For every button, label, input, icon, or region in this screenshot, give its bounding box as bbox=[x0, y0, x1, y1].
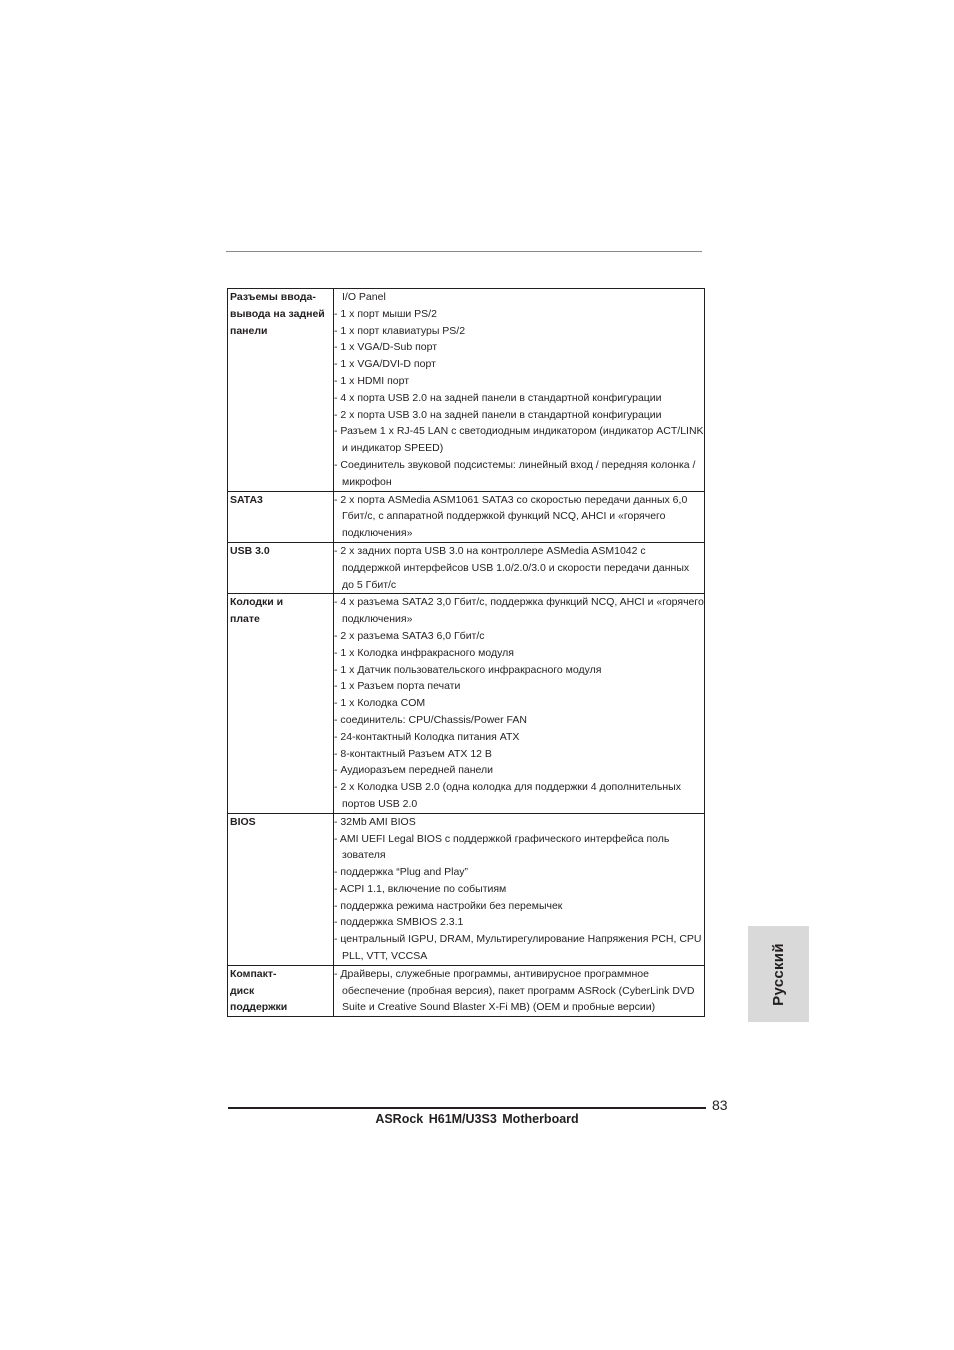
spec-label-line: поддержки bbox=[230, 1001, 288, 1014]
spec-row bbox=[228, 289, 705, 492]
spec-item: - поддержка режима настройки без перемычек bbox=[334, 899, 563, 912]
spec-label-line: Колодки и bbox=[230, 596, 284, 609]
spec-label-cell bbox=[228, 813, 334, 965]
spec-items-cell bbox=[334, 594, 705, 813]
spec-label-cell bbox=[228, 491, 334, 542]
spec-item: - 4 x разъема SATA2 3,0 Гбит/с, поддержка функций NCQ, AHCI и «горячего подключения» bbox=[334, 596, 704, 626]
spec-label-line: вывода на задней bbox=[230, 307, 325, 320]
spec-label-cell bbox=[228, 542, 334, 593]
spec-item: - поддержка SMBIOS 2.3.1 bbox=[334, 916, 464, 929]
spec-item: - 1 x HDMI порт bbox=[334, 374, 410, 387]
spec-item: - 24-контактный Колодка питания ATX bbox=[334, 730, 520, 743]
spec-label-cell bbox=[228, 594, 334, 813]
spec-label-line: плате bbox=[230, 613, 260, 626]
spec-item: - 1 x Датчик пользовательского инфракрасного модуля bbox=[334, 663, 602, 676]
language-tab-label: Русский bbox=[770, 942, 787, 1006]
spec-items-cell bbox=[334, 289, 705, 492]
spec-items-cell bbox=[334, 965, 705, 1016]
spec-item: - 1 x VGA/D-Sub порт bbox=[334, 341, 438, 354]
spec-item: - 2 x Колодка USB 2.0 (одна колодка для поддержки 4 дополнительных портов USB 2.0 bbox=[334, 781, 681, 810]
footer-title: ASRock H61M/U3S3 Motherboard bbox=[375, 1112, 579, 1126]
spec-row bbox=[228, 542, 705, 593]
spec-items-cell bbox=[334, 542, 705, 593]
spec-item: - 2 x порта USB 3.0 на задней панели в стандартной конфигурации bbox=[334, 408, 662, 421]
spec-item: - ACPI 1.1, включение по событиям bbox=[334, 882, 507, 895]
spec-item: - 8-контактный Разъем ATX 12 В bbox=[334, 747, 492, 760]
spec-row bbox=[228, 813, 705, 965]
spec-label-line: диск bbox=[230, 984, 255, 997]
footer-divider bbox=[228, 1107, 706, 1109]
top-divider bbox=[226, 251, 702, 252]
spec-item: - Разъем 1 x RJ-45 LAN с светодиодным индикатором (индикатор ACT/LINK и индикатор SPEED) bbox=[334, 425, 704, 455]
spec-label-line: SATA3 bbox=[230, 493, 263, 506]
page-number: 83 bbox=[712, 1097, 728, 1113]
spec-item: - 4 x порта USB 2.0 на задней панели в стандартной конфигурации bbox=[334, 391, 662, 404]
spec-row bbox=[228, 594, 705, 813]
spec-item: - соединитель: CPU/Chassis/Power FAN bbox=[334, 713, 527, 726]
spec-item: - 1 x Колодка COM bbox=[334, 697, 426, 710]
spec-item: - 1 x порт мыши PS/2 bbox=[334, 307, 437, 320]
spec-item: - 32Mb AMI BIOS bbox=[334, 815, 416, 828]
spec-label-line: Компакт- bbox=[230, 967, 277, 980]
spec-item: - Аудиоразъем передней панели bbox=[334, 764, 494, 777]
spec-label-line: BIOS bbox=[230, 815, 256, 828]
spec-item: - 1 x Разъем порта печати bbox=[334, 680, 461, 693]
spec-item: - Драйверы, служебные программы, антивирусное программное обеспечение (пробная версия), пакет программ ASRock (CyberLink DVD Suite и Creative Sound Blaster X-Fi MB) (OEM и пробные версии) bbox=[334, 967, 695, 1014]
language-tab bbox=[748, 926, 809, 1022]
spec-row bbox=[228, 491, 705, 542]
spec-item: - 2 x задних порта USB 3.0 на контроллере ASMedia ASM1042 с поддержкой интерфейсов USB 1.0/2.0/3.0 и скорости передачи данных до 5 Гбит/с bbox=[334, 544, 690, 591]
spec-label-cell bbox=[228, 965, 334, 1016]
spec-item: - AMI UEFI Legal BIOS с поддержкой графического интерфейса поль зователя bbox=[334, 832, 670, 862]
spec-label-line: USB 3.0 bbox=[230, 544, 270, 557]
spec-items-cell bbox=[334, 491, 705, 542]
spec-item: - центральный IGPU, DRAM, Мультирегулирование Напряжения PCH, CPU PLL, VTT, VCCSA bbox=[334, 933, 702, 963]
spec-items-cell bbox=[334, 813, 705, 965]
specifications-table bbox=[227, 288, 705, 1017]
spec-item: I/O Panel bbox=[342, 291, 386, 303]
spec-label-cell bbox=[228, 289, 334, 492]
spec-label-line: Разъемы ввода- bbox=[230, 291, 316, 303]
spec-item: - 1 x VGA/DVI-D порт bbox=[334, 358, 436, 371]
spec-item: - 1 x Колодка инфракрасного модуля bbox=[334, 646, 514, 659]
spec-label-line: панели bbox=[230, 324, 268, 337]
spec-item: - поддержка “Plug and Play” bbox=[334, 866, 469, 879]
spec-row bbox=[228, 965, 705, 1016]
spec-item: - Соединитель звуковой подсистемы: линейный вход / передняя колонка / микрофон bbox=[334, 458, 696, 488]
spec-item: - 1 x порт клавиатуры PS/2 bbox=[334, 324, 466, 337]
spec-item: - 2 x разъема SATA3 6,0 Гбит/с bbox=[334, 629, 485, 642]
spec-item: - 2 x порта ASMedia ASM1061 SATA3 со скоростью передачи данных 6,0 Гбит/с, с аппаратной поддержкой функций NCQ, AHCI и «горячего подключения» bbox=[334, 493, 688, 540]
